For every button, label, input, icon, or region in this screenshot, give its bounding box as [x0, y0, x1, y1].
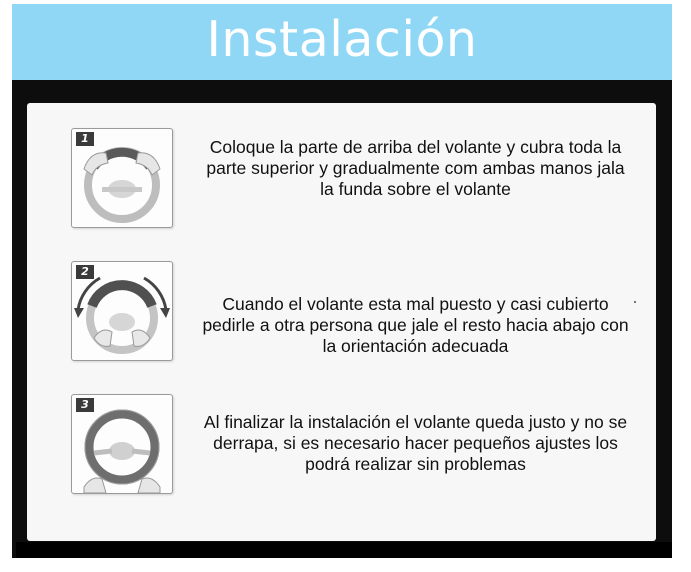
step-2-line-2: pedirle a otra persona que jale el resto hacia abajo con [202, 315, 629, 335]
step-1-number-badge: 1 [76, 132, 94, 146]
step-2-line-3: la orientación adecuada [322, 336, 509, 356]
header-banner [12, 4, 672, 80]
step-2-illustration [71, 261, 173, 361]
page-title: Instalación [206, 11, 478, 68]
step-3-line-1: Al finalizar la instalación el volante queda justo y no se [203, 412, 628, 432]
step-2-line-1: Cuando el volante esta mal puesto y casi cubierto [222, 294, 609, 314]
step-1-line-3: la funda sobre el volante [320, 179, 511, 199]
step-2-number-badge: 2 [76, 265, 94, 279]
step-1-text [183, 137, 648, 200]
step-1-line-2: parte superior y gradualmente com ambas manos jala [206, 158, 625, 178]
step-2-text [183, 294, 648, 357]
step-1-illustration [71, 128, 173, 228]
step-3-line-3: podrá realizar sin problemas [305, 454, 526, 474]
bottom-bar [16, 542, 672, 558]
step-3-line-2: derrapa, si es necesario hacer pequeños ajustes los [213, 433, 618, 453]
stray-dot [634, 301, 636, 303]
step-3-text [183, 412, 648, 475]
step-3-number-badge: 3 [76, 398, 94, 412]
step-1-line-1: Coloque la parte de arriba del volante y cubra toda la [209, 137, 622, 157]
step-3-illustration [71, 394, 173, 494]
